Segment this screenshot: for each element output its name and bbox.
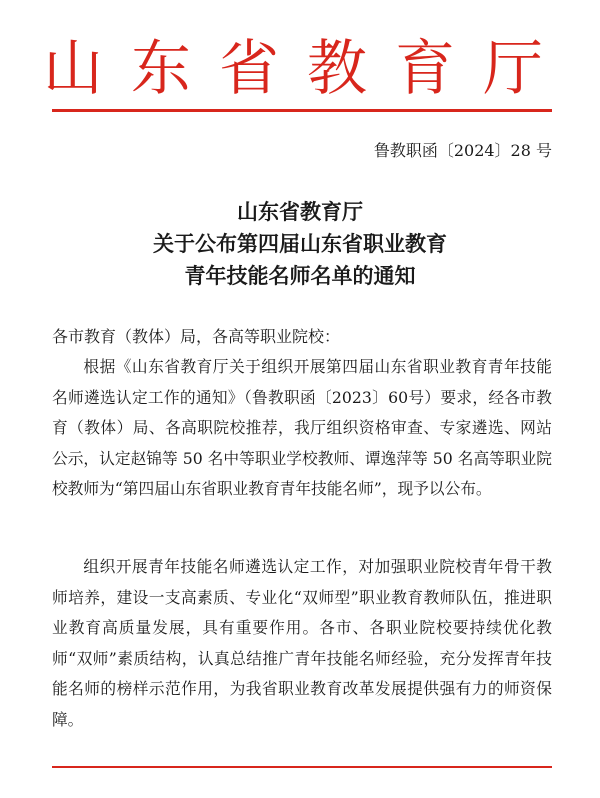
footer-red-rule	[52, 766, 552, 768]
document-title	[0, 196, 600, 292]
title-line-1: 山东省教育厅	[237, 200, 363, 224]
body-paragraph-1: 根据《山东省教育厅关于组织开展第四届山东省职业教育青年技能名师遴选认定工作的通知》（鲁教职函〔2023〕60号）要求，经各市教育（教体）局、各高职院校推荐，我厅组织资格审查、专家遴选、网站公示，认定赵锦等 50 名中等职业学校教师、谭逸萍等 50 名高等职业院校教师为“第四届山东省职业教育青年技能名师”，现予以公布。	[52, 357, 552, 498]
masthead-red-rule	[52, 109, 552, 112]
issuer-masthead: 山东省教育厅	[43, 34, 571, 104]
body-paragraph-2: 组织开展青年技能名师遴选认定工作，对加强职业院校青年骨干教师培养，建设一支高素质、专业化“双师型”职业教育教师队伍，推进职业教育高质量发展，具有重要作用。各市、各职业院校要持续优化教师“双师”素质结构，认真总结推广青年技能名师经验，充分发挥青年技能名师的榜样示范作用，为我省职业教育改革发展提供强有力的师资保障。	[52, 557, 552, 729]
title-line-2: 关于公布第四届山东省职业教育	[153, 232, 447, 256]
title-line-3: 青年技能名师名单的通知	[184, 264, 416, 288]
document-number: 鲁教职函〔2024〕28 号	[373, 141, 552, 160]
salutation: 各市教育（教体）局，各高等职业院校：	[52, 327, 341, 346]
